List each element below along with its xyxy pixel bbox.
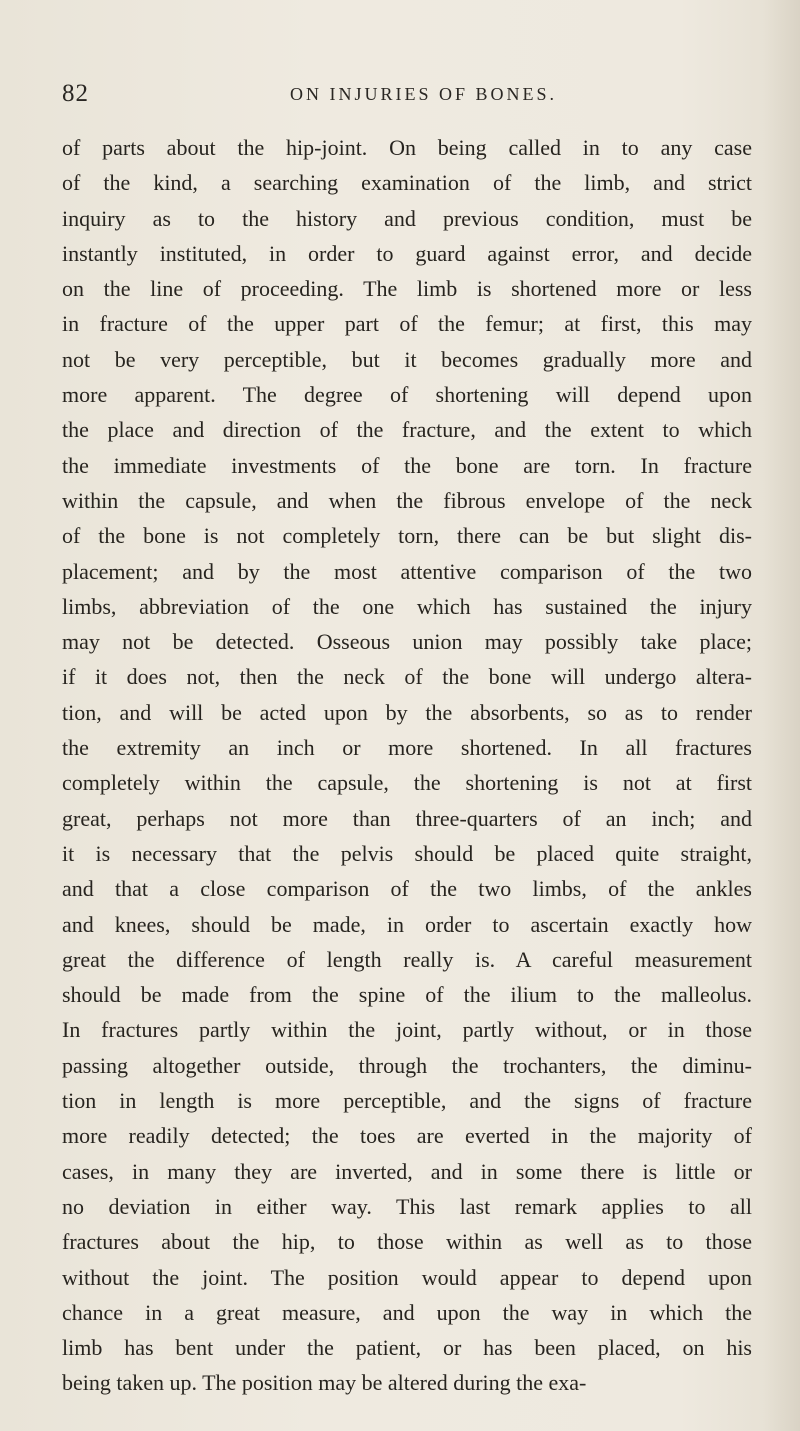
body-text [62, 130, 752, 1401]
text-line: no deviation in either way. This last remark applies to all [62, 1193, 752, 1219]
text-line: cases, in many they are inverted, and in some there is little or [62, 1158, 752, 1184]
text-line: instantly instituted, in order to guard against error, and decide [62, 240, 752, 266]
text-line: it is necessary that the pelvis should be placed quite straight, [62, 840, 752, 866]
text-line: in fracture of the upper part of the femur; at first, this may [62, 311, 752, 337]
text-line: completely within the capsule, the shortening is not at first [62, 770, 752, 796]
page-edge-shadow [764, 0, 800, 1431]
text-line: if it does not, then the neck of the bone will undergo altera- [62, 664, 752, 690]
text-line: placement; and by the most attentive comparison of the two [62, 558, 752, 584]
text-line: may not be detected. Osseous union may possibly take place; [62, 629, 752, 655]
text-line: great, perhaps not more than three-quarters of an inch; and [62, 805, 752, 831]
text-line: on the line of proceeding. The limb is shortened more or less [62, 276, 752, 302]
text-line: should be made from the spine of the ilium to the malleolus. [62, 982, 752, 1008]
text-line: and that a close comparison of the two limbs, of the ankles [62, 876, 752, 902]
text-line: limb has bent under the patient, or has been placed, on his [62, 1335, 752, 1361]
text-line: tion, and will be acted upon by the absorbents, so as to render [62, 699, 752, 725]
text-line: of the bone is not completely torn, there can be but slight dis- [62, 523, 752, 549]
page-header [62, 80, 752, 110]
page-number: 82 [62, 80, 89, 107]
text-line: without the joint. The position would appear to depend upon [62, 1264, 752, 1290]
text-line: fractures about the hip, to those within as well as to those [62, 1229, 752, 1255]
text-line: more readily detected; the toes are everted in the majority of [62, 1123, 752, 1149]
text-line: the place and direction of the fracture, and the extent to which [62, 417, 752, 443]
text-line: not be very perceptible, but it becomes gradually more and [62, 346, 752, 372]
text-line: tion in length is more perceptible, and the signs of fracture [62, 1088, 752, 1114]
text-line: of parts about the hip-joint. On being called in to any case [62, 135, 752, 160]
text-line: being taken up. The position may be altered during the exa- [62, 1370, 587, 1396]
text-line: and knees, should be made, in order to ascertain exactly how [62, 911, 752, 937]
running-head: ON INJURIES OF BONES. [290, 84, 558, 104]
text-line: inquiry as to the history and previous condition, must be [62, 205, 752, 231]
text-line: of the kind, a searching examination of the limb, and strict [62, 170, 752, 196]
text-line: limbs, abbreviation of the one which has sustained the injury [62, 593, 752, 619]
text-line: great the difference of length really is. A careful measurement [62, 946, 752, 972]
text-line: within the capsule, and when the fibrous envelope of the neck [62, 487, 752, 513]
text-line: the immediate investments of the bone are torn. In fracture [62, 452, 752, 478]
text-line: chance in a great measure, and upon the way in which the [62, 1299, 752, 1325]
text-line: passing altogether outside, through the trochanters, the diminu- [62, 1052, 752, 1078]
text-line: the extremity an inch or more shortened. In all fractures [62, 735, 752, 761]
text-line: In fractures partly within the joint, partly without, or in those [62, 1017, 752, 1043]
text-line: more apparent. The degree of shortening will depend upon [62, 382, 752, 408]
